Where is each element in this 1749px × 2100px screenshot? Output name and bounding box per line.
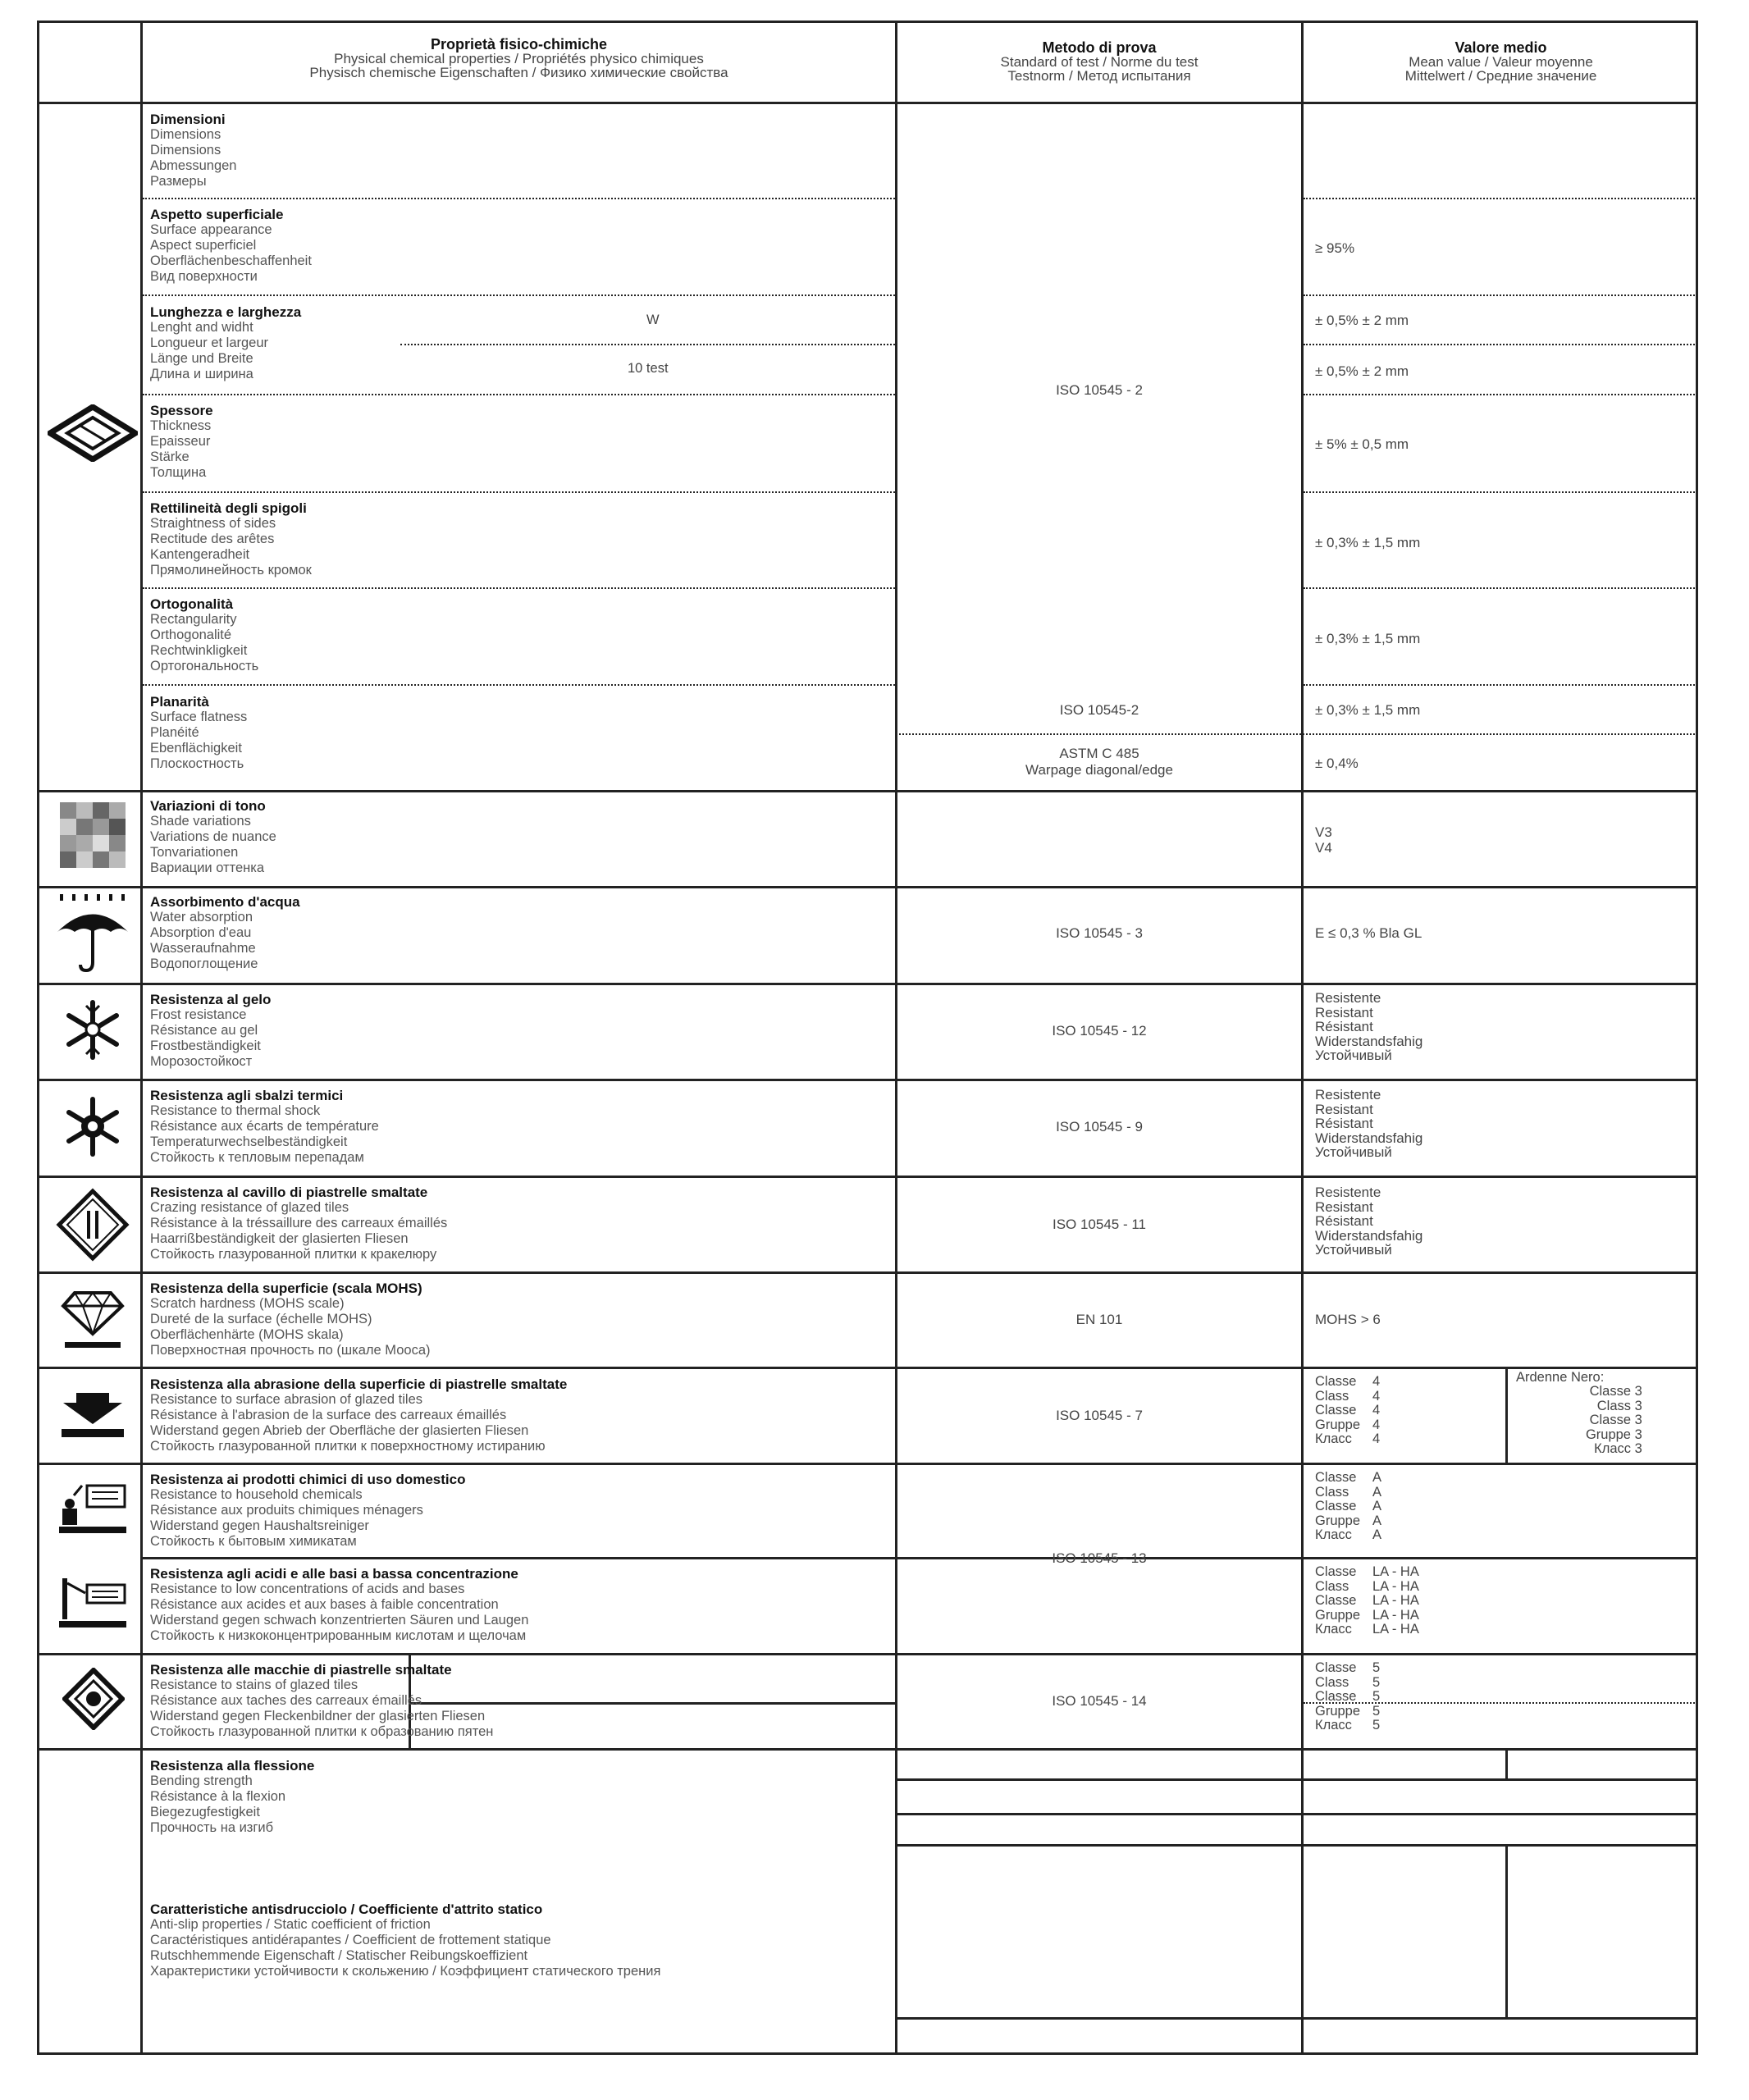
prop-dimensions: Dimensioni Dimensions Dimensions Abmessungen Размеры — [150, 112, 237, 189]
prop-flatness: Planarità Surface flatness Planéité Ebenflächigkeit Плоскостность — [150, 694, 248, 771]
method-flatness-2: ASTM C 485 Warpage diagonal/edge — [1025, 746, 1173, 778]
length-sub-w: W — [646, 313, 660, 327]
umbrella-icon — [56, 892, 130, 975]
method-chemicals: ISO 10545 - 13 — [1052, 1550, 1147, 1566]
tile-dimension-icon — [48, 404, 138, 462]
value-abrasion: Classe 4 Class 4 Classe 4 Gruppe 4 Класс 4 — [1315, 1374, 1381, 1446]
value-shade: V3 V4 — [1315, 824, 1332, 856]
prop-bending: Resistenza alla flessione Bending strength Résistance à la flexion Biegezugfestigkeit Прочность на изгиб — [150, 1758, 315, 1835]
method-thermal: ISO 10545 - 9 — [1056, 1119, 1143, 1134]
household-chemicals-icon — [57, 1479, 128, 1536]
value-mohs: MOHS > 6 — [1315, 1312, 1381, 1327]
value-crazing: Resistente Resistant Résistant Widerstandsfahig Устойчивый — [1315, 1185, 1423, 1258]
stain-icon — [62, 1668, 125, 1730]
value-thermal: Resistente Resistant Résistant Widerstandsfahig Устойчивый — [1315, 1087, 1423, 1160]
crazing-icon — [56, 1188, 130, 1262]
header-method: Metodo di prova Standard of test / Norme du test Testnorm / Метод испытания — [1000, 39, 1199, 84]
value-length-1: ± 0,5% ± 2 mm — [1315, 313, 1409, 328]
value-surface: ≥ 95% — [1315, 240, 1355, 256]
prop-shade: Variazioni di tono Shade variations Variations de nuance Tonvariationen Вариации оттенка — [150, 798, 276, 875]
diamond-icon — [60, 1286, 126, 1352]
prop-slip: Caratteristiche antisdrucciolo / Coefficiente d'attrito statico Anti-slip properties / Static coefficient of friction Caractéristiques antidérapantes / Coefficient de frottement statique Rutschhemmende Eigenschaft / Statischer Reibungskoeffizient Характеристики устойчивости к скольжению / Коэффициент статического трения — [150, 1901, 661, 1979]
method-frost: ISO 10545 - 12 — [1052, 1023, 1147, 1039]
method-abrasion: ISO 10545 - 7 — [1056, 1408, 1143, 1423]
value-flatness-2: ± 0,4% — [1315, 756, 1359, 771]
acid-base-icon — [57, 1573, 128, 1631]
abrasion-note: Ardenne Nero: — [1516, 1370, 1605, 1385]
abrasion-icon — [60, 1391, 126, 1440]
method-dimensions: ISO 10545 - 2 — [1056, 382, 1143, 398]
value-thickness: ± 5% ± 0,5 mm — [1315, 436, 1409, 452]
method-mohs: EN 101 — [1075, 1312, 1123, 1327]
method-stains: ISO 10545 - 14 — [1052, 1693, 1147, 1709]
method-flatness-1: ISO 10545-2 — [1059, 702, 1139, 718]
prop-mohs: Resistenza della superficie (scala MOHS) Scratch hardness (MOHS scale) Dureté de la surface (échelle MOHS) Oberflächenhärte (MOHS skala) Поверхностная прочность по (шкале Мооса) — [150, 1281, 431, 1358]
prop-acids: Resistenza agli acidi e alle basi a bassa concentrazione Resistance to low concentrations of acids and bases Résistance aux acides et aux bases à faible concentration Widerstand gegen schwach konzentrierten Säuren und Laugen Стойкость к низкоконцентрированным кислотам и щелочам — [150, 1566, 529, 1643]
value-abrasion-2: Classe 3 Class 3 Classe 3 Gruppe 3 Класс 3 — [1585, 1384, 1642, 1456]
prop-orthogonality: Ortogonalità Rectangularity Orthogonalité Rechtwinkligkeit Ортогональность — [150, 596, 259, 673]
prop-abrasion: Resistenza alla abrasione della superficie di piastrelle smaltate Resistance to surface abrasion of glazed tiles Résistance à l'abrasion de la surface des carreaux émaillés Widerstand gegen Abrieb der Oberfläche der glasierten Fliesen Стойкость глазурованной плитки к поверхностному истиранию — [150, 1376, 568, 1454]
method-water: ISO 10545 - 3 — [1056, 925, 1143, 941]
header-value: Valore medio Mean value / Valeur moyenne Mittelwert / Средние значение — [1404, 39, 1597, 84]
value-orthogonality: ± 0,3% ± 1,5 mm — [1315, 631, 1421, 646]
value-frost: Resistente Resistant Résistant Widerstandsfahig Устойчивый — [1315, 990, 1423, 1063]
length-sub-test: 10 test — [628, 361, 669, 376]
value-straightness: ± 0,3% ± 1,5 mm — [1315, 535, 1421, 550]
thermal-shock-icon — [64, 1096, 121, 1157]
prop-water: Assorbimento d'acqua Water absorption Absorption d'eau Wasseraufnahme Водопоглощение — [150, 894, 300, 971]
value-water: E ≤ 0,3 % Bla GL — [1315, 925, 1422, 941]
value-length-2: ± 0,5% ± 2 mm — [1315, 363, 1409, 379]
prop-thermal: Resistenza agli sbalzi termici Resistance to thermal shock Résistance aux écarts de température Temperaturwechselbeständigkeit Стойкость к тепловым перепадам — [150, 1088, 379, 1165]
prop-length-width: Lunghezza e larghezza Lenght and widht Longueur et largeur Länge und Breite Длина и ширина — [150, 304, 302, 381]
prop-crazing: Resistenza al cavillo di piastrelle smaltate Crazing resistance of glazed tiles Résistance à la tréssaillure des carreaux émaillés Haarrißbeständigkeit der glasierten Fliesen Стойкость глазурованной плитки к кракелюру — [150, 1185, 448, 1262]
snowflake-icon — [64, 999, 121, 1061]
prop-thickness: Spessore Thickness Epaisseur Stärke Толщина — [150, 403, 213, 480]
value-household: Classe A Class A Classe A Gruppe A Класс A — [1315, 1470, 1382, 1542]
prop-stains: Resistenza alle macchie di piastrelle smaltate Resistance to stains of glazed tiles Résistance aux taches des carreaux émaillés Widerstand gegen Fleckenbildner der glasierten Fliesen Стойкость глазурованной плитки к образованию пятен — [150, 1662, 494, 1739]
value-flatness-1: ± 0,3% ± 1,5 mm — [1315, 702, 1421, 718]
properties-table — [37, 21, 1698, 2055]
value-stains: Classe 5 Class 5 Classe 5 Gruppe 5 Класс 5 — [1315, 1660, 1381, 1732]
prop-household: Resistenza ai prodotti chimici di uso domestico Resistance to household chemicals Résistance aux produits chimiques ménagers Widerstand gegen Haushaltsreiniger Стойкость к бытовым химикатам — [150, 1472, 466, 1549]
prop-straightness: Rettilineità degli spigoli Straightness of sides Rectitude des arêtes Kantengeradheit Прямолинейность кромок — [150, 500, 312, 578]
shade-variation-icon — [60, 802, 126, 868]
header-properties: Proprietà fisico-chimiche Physical chemical properties / Propriétés physico chimiques Physisch chemische Eigenschaften / Физико химические свойства — [309, 36, 728, 80]
prop-surface-appearance: Aspetto superficiale Surface appearance Aspect superficiel Oberflächenbeschaffenheit Вид поверхности — [150, 207, 312, 284]
value-acids: Classe LA - HA Class LA - HA Classe LA - HA Gruppe LA - HA Класс LA - HA — [1315, 1564, 1419, 1637]
method-crazing: ISO 10545 - 11 — [1052, 1217, 1147, 1232]
prop-frost: Resistenza al gelo Frost resistance Résistance au gel Frostbeständigkeit Морозостойкост — [150, 992, 272, 1069]
